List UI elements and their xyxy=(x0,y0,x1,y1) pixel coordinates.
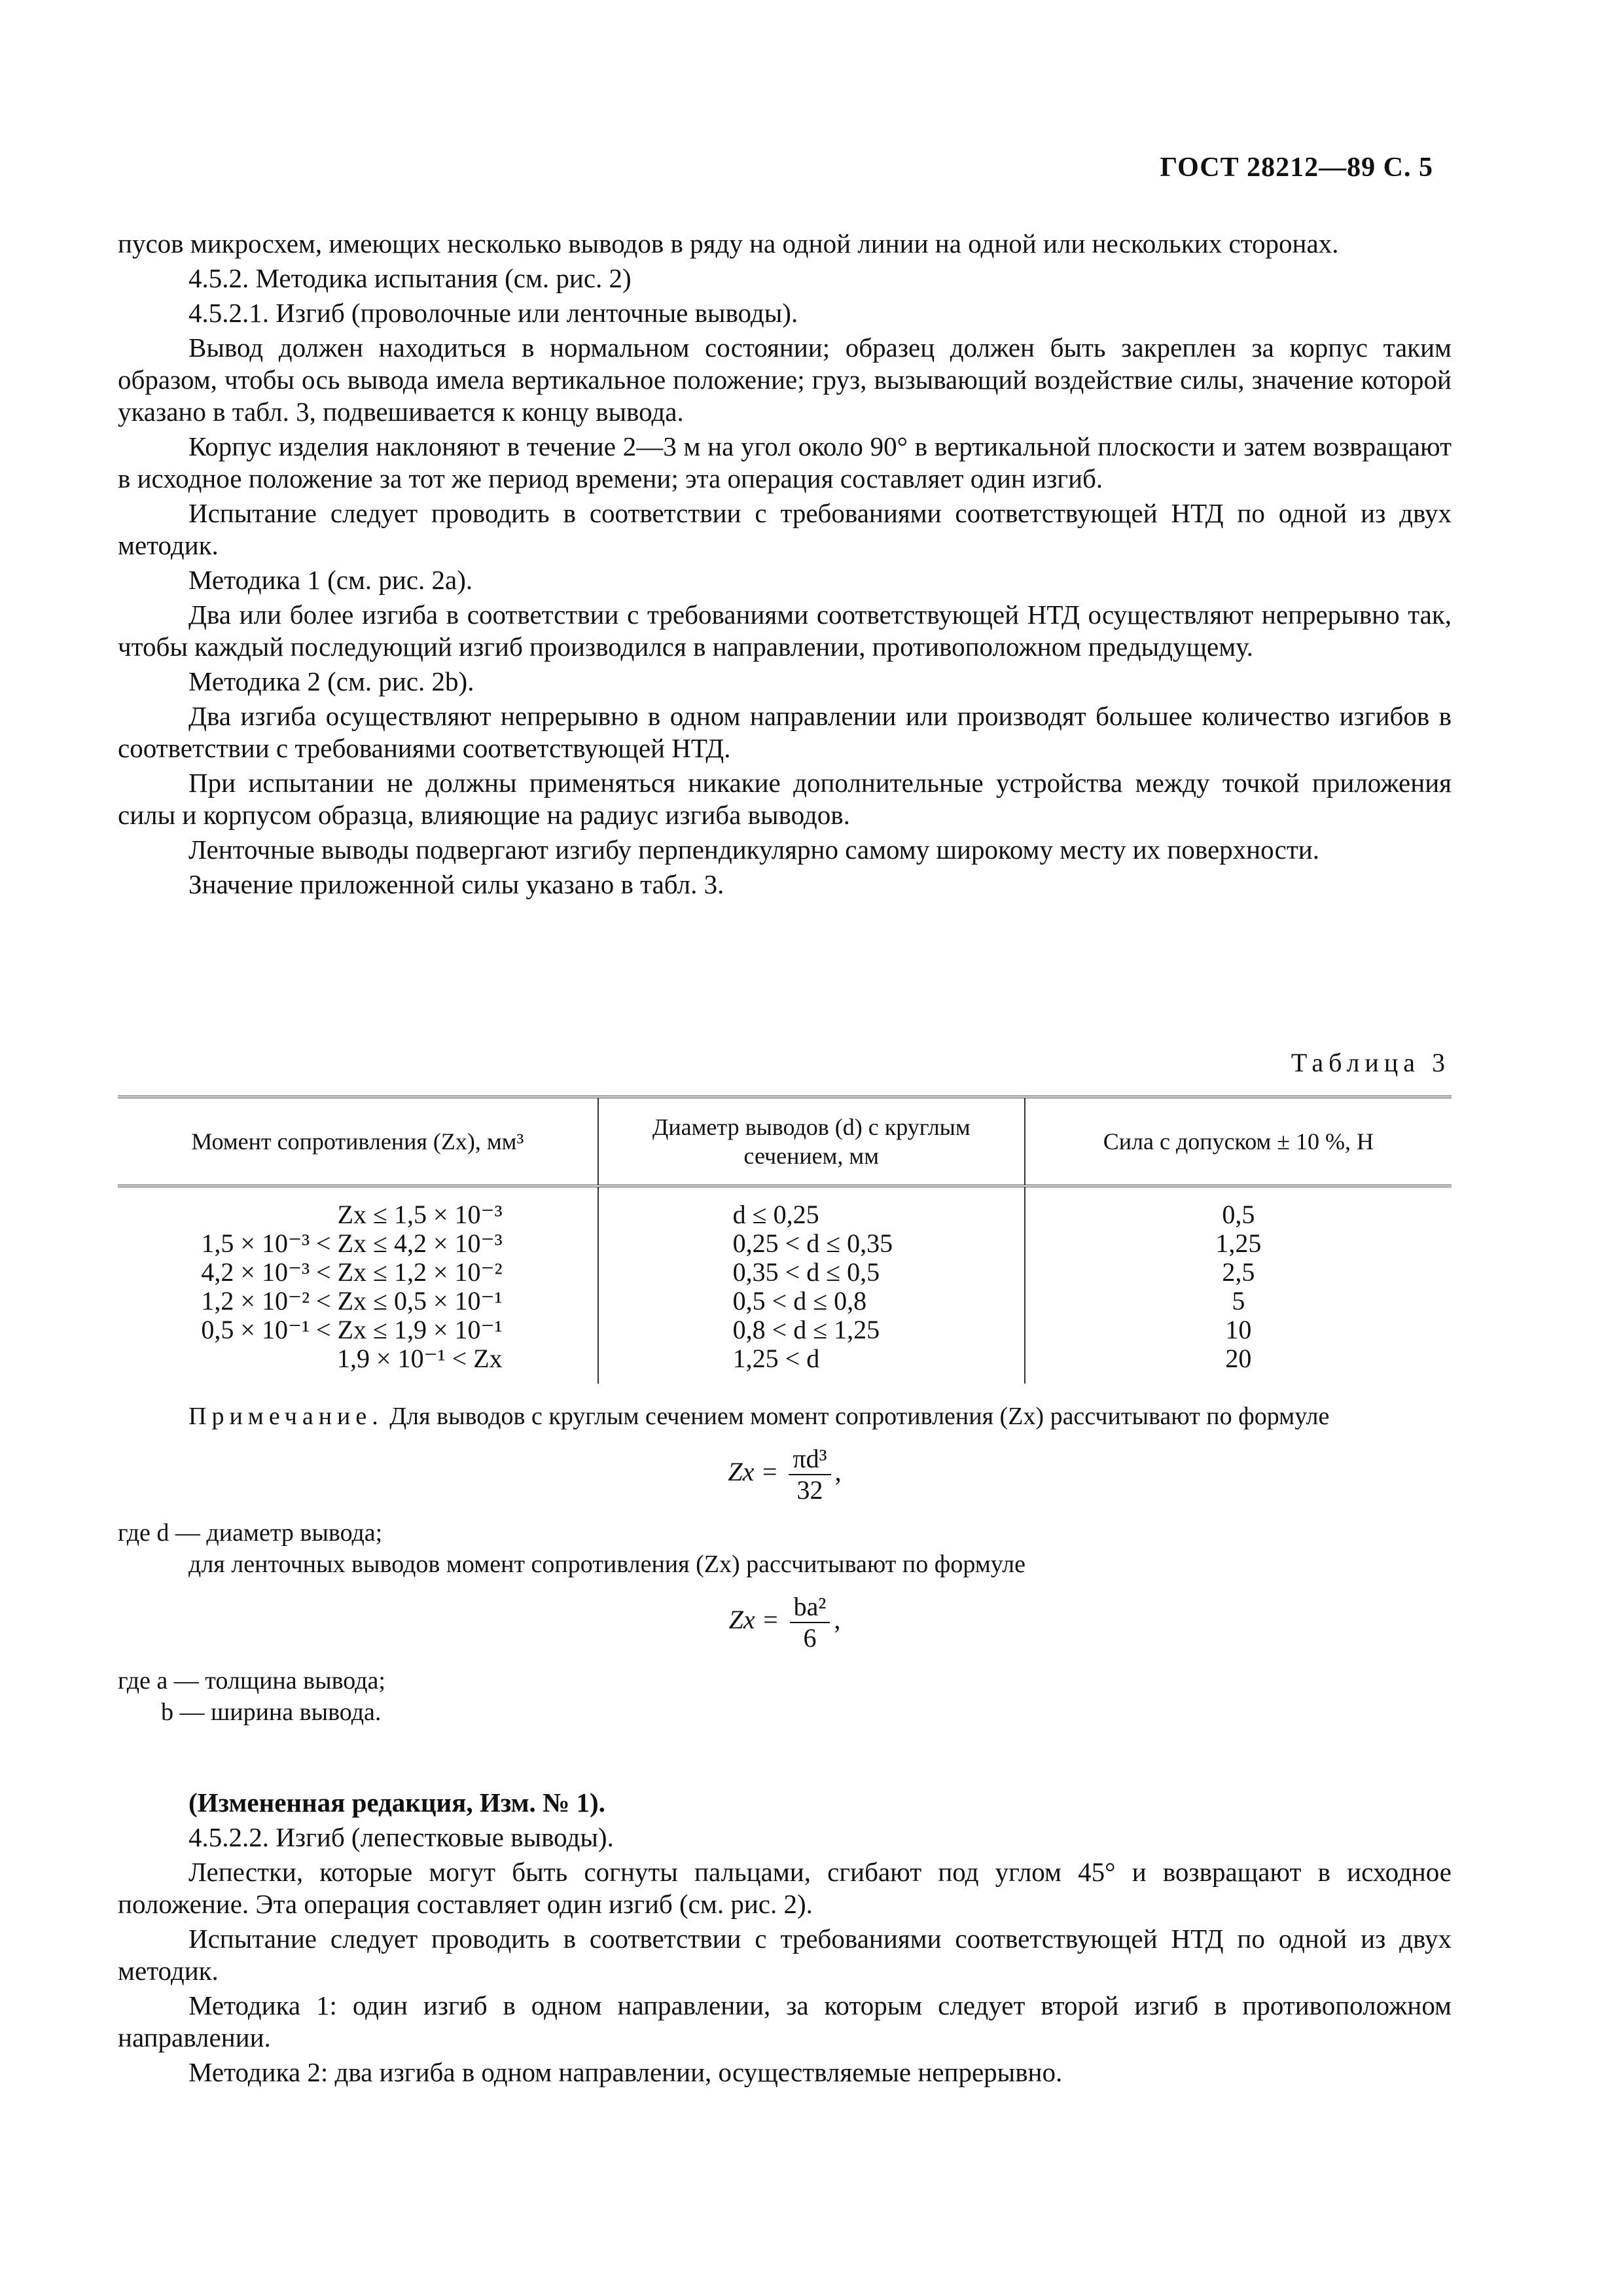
table-cell: 0,25 < d ≤ 0,35 xyxy=(732,1229,893,1258)
force-column-cell xyxy=(1025,1186,1452,1384)
column-header-diameter: Диаметр выводов (d) с круглым сечением, мм xyxy=(598,1097,1025,1186)
section-heading: 4.5.2.1. Изгиб (проволочные или ленточные выводы). xyxy=(188,298,798,328)
fraction-denominator: 32 xyxy=(796,1475,823,1505)
paragraph: Два изгиба осуществляют непрерывно в одном направлении или производят большее количество изгибов в соответствии с требованиями соответствующей НТД. xyxy=(118,701,1452,763)
formula-round xyxy=(118,1444,1452,1505)
table-cell: 1,2 × 10⁻² < Zx ≤ 0,5 × 10⁻¹ xyxy=(201,1286,503,1316)
section-text-bottom xyxy=(118,1787,1452,2091)
page-header: ГОСТ 28212—89 С. 5 xyxy=(1160,152,1433,183)
table-cell: Zx ≤ 1,5 × 10⁻³ xyxy=(337,1200,503,1229)
note-text: Для выводов с круглым сечением момент сопротивления (Zx) рассчитывают по формуле xyxy=(389,1403,1330,1430)
paragraph: Корпус изделия наклоняют в течение 2—3 м на угол около 90° в вертикальной плоскости и затем возвращают в исходное положение за тот же период времени; эта операция составляет один изгиб. xyxy=(118,431,1452,493)
table-header-row xyxy=(118,1097,1452,1186)
paragraph: Ленточные выводы подвергают изгибу перпендикулярно самому широкому месту их поверхности. xyxy=(188,834,1319,865)
table-row xyxy=(118,1186,1452,1384)
table-cell: 0,5 × 10⁻¹ < Zx ≤ 1,9 × 10⁻¹ xyxy=(201,1315,503,1344)
table-cell: 1,25 < d xyxy=(732,1344,820,1373)
fraction xyxy=(790,1592,830,1653)
table-cell: 4,2 × 10⁻³ < Zx ≤ 1,2 × 10⁻² xyxy=(201,1257,503,1287)
fraction xyxy=(789,1444,830,1505)
formula-punctuation: , xyxy=(834,1457,842,1487)
table-cell: 1,9 × 10⁻¹ < Zx xyxy=(337,1344,503,1373)
table-note xyxy=(118,1401,1452,1728)
table-cell: 0,8 < d ≤ 1,25 xyxy=(732,1315,880,1344)
where-line: где d — диаметр вывода; xyxy=(118,1519,383,1547)
amendment-note: (Измененная редакция, Изм. № 1). xyxy=(188,1787,605,1818)
column-header-force: Сила с допуском ± 10 %, Н xyxy=(1025,1097,1452,1186)
paragraph: Испытание следует проводить в соответствии с требованиями соответствующей НТД по одной из двух методик. xyxy=(118,498,1452,560)
fraction-numerator: ba² xyxy=(790,1592,830,1623)
note-paragraph xyxy=(118,1401,1452,1432)
table-cell: 0,5 xyxy=(1222,1200,1255,1229)
table-caption: Таблица 3 xyxy=(1291,1048,1450,1077)
where-line: где a — толщина вывода; xyxy=(118,1667,385,1695)
table-3 xyxy=(118,1096,1452,1384)
fraction-denominator: 6 xyxy=(803,1623,817,1653)
formula-lhs: Zx = xyxy=(728,1605,779,1635)
paragraph: Два или более изгиба в соответствии с требованиями соответствующей НТД осуществляют непрерывно так, чтобы каждый последующий изгиб производился в направлении, противоположном предыдущему. xyxy=(118,600,1452,662)
section-text-top xyxy=(118,228,1452,903)
paragraph: Лепестки, которые могут быть согнуты пальцами, сгибают под углом 45° и возвращают в исходное положение. Эта операция составляет один изгиб (см. рис. 2). xyxy=(118,1857,1452,1919)
table-cell: 0,35 < d ≤ 0,5 xyxy=(732,1257,880,1287)
method-heading: Методика 2 (см. рис. 2b). xyxy=(188,666,474,696)
paragraph: Вывод должен находиться в нормальном состоянии; образец должен быть закреплен за корпус таким образом, чтобы ось вывода имела вертикальное положение; груз, вызывающий воздействие силы, значение которой указано в табл. 3, подвешивается к концу вывода. xyxy=(118,332,1452,427)
paragraph: пусов микросхем, имеющих несколько выводов в ряду на одной линии на одной или нескольких сторонах. xyxy=(118,228,1339,259)
note-label: Примечание. xyxy=(188,1403,383,1430)
formula-ribbon xyxy=(118,1592,1452,1653)
paragraph: Методика 1: один изгиб в одном направлении, за которым следует второй изгиб в противоположном направлении. xyxy=(118,1990,1452,2053)
moment-column-cell xyxy=(118,1186,598,1384)
formula-lhs: Zx = xyxy=(728,1457,779,1487)
paragraph: При испытании не должны применяться никакие дополнительные устройства между точкой приложения силы и корпусом образца, влияющие на радиус изгиба выводов. xyxy=(118,768,1452,830)
paragraph: Значение приложенной силы указано в табл. 3. xyxy=(188,869,724,899)
note-paragraph: для ленточных выводов момент сопротивления (Zx) рассчитывают по формуле xyxy=(188,1551,1026,1578)
table-cell: d ≤ 0,25 xyxy=(732,1200,819,1229)
column-header-moment: Момент сопротивления (Zx), мм³ xyxy=(118,1097,598,1186)
diameter-column-cell xyxy=(598,1186,1025,1384)
section-heading: 4.5.2.2. Изгиб (лепестковые выводы). xyxy=(188,1822,614,1852)
paragraph: Испытание следует проводить в соответствии с требованиями соответствующей НТД по одной из двух методик. xyxy=(118,1924,1452,1986)
table-cell: 2,5 xyxy=(1222,1257,1255,1287)
table-cell: 1,5 × 10⁻³ < Zx ≤ 4,2 × 10⁻³ xyxy=(201,1229,503,1258)
formula-punctuation: , xyxy=(834,1605,841,1635)
table-cell: 10 xyxy=(1225,1315,1252,1344)
table-cell: 5 xyxy=(1232,1286,1245,1316)
table-cell: 20 xyxy=(1225,1344,1252,1373)
where-line: b — ширина вывода. xyxy=(161,1698,382,1726)
table-cell: 1,25 xyxy=(1215,1229,1262,1258)
fraction-numerator: πd³ xyxy=(789,1444,830,1475)
table-cell: 0,5 < d ≤ 0,8 xyxy=(732,1286,867,1316)
paragraph: Методика 2: два изгиба в одном направлении, осуществляемые непрерывно. xyxy=(188,2057,1063,2087)
section-heading: 4.5.2. Методика испытания (см. рис. 2) xyxy=(188,263,632,293)
method-heading: Методика 1 (см. рис. 2a). xyxy=(188,565,473,595)
